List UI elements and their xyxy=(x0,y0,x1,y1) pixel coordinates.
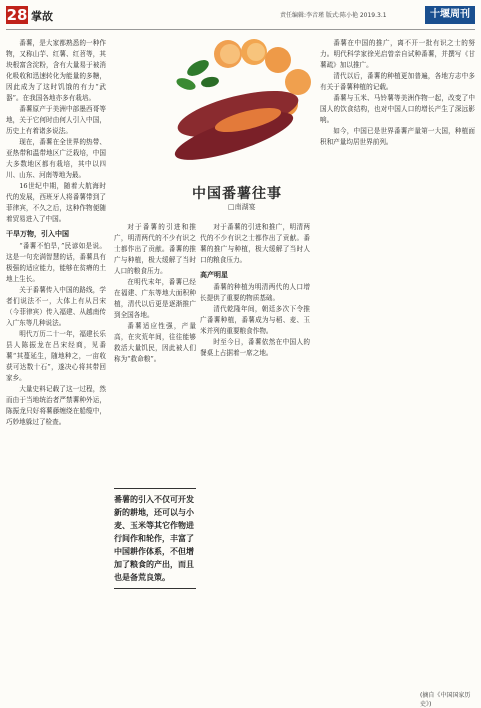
article-title: 中国番薯往事 xyxy=(192,186,282,202)
paragraph: 如今，中国已是世界番薯产量第一大国，种植面积和产量均居世界前列。 xyxy=(320,127,475,146)
paragraph: 番薯，是大家都熟悉的一种作物，又称山芋、红薯、红苕等，其块根富含淀粉，含有大量易于被消化吸收和迅速转化为能量的多糖，因此成为了这时饥饿的有力“武器”。在我国各地亦多有栽培。 xyxy=(6,39,106,102)
section-name: 掌故 xyxy=(31,10,53,23)
paragraph: 对于番薯的引进和推广，明清两代的不少有识之士都作出了贡献。番薯的推广与种植，极大缓解了当时人口的粮食压力。 xyxy=(200,223,310,264)
column-1 xyxy=(6,38,106,688)
paragraph: 清代以后，番薯的种植更加普遍，各地方志中多有关于番薯种植的记载。 xyxy=(320,72,475,91)
page-number: 28 xyxy=(6,6,28,24)
paragraph: 明代万历二十一年，福建长乐县人陈振龙在吕宋经商，见番薯“其蔓延生，随地种之，一亩收获可达数十石”，遂决心将其带回家乡。 xyxy=(6,330,106,382)
article-author: □南湖宴 xyxy=(228,203,256,211)
sweet-potato-photo xyxy=(158,38,316,172)
editor-credits: 责任编辑:李音瑾 版式:陈小艳 2019.3.1 xyxy=(280,12,387,19)
paragraph: 清代乾隆年间，朝廷多次下令推广番薯种植，番薯成为与稻、麦、玉米并列的重要粮食作物。 xyxy=(200,305,310,335)
paragraph: 番薯与玉米、马铃薯等美洲作物一起，改变了中国人的饮食结构，也对中国人口的增长产生了深远影响。 xyxy=(320,94,475,124)
column-4 xyxy=(320,38,475,683)
column-2 xyxy=(114,222,196,482)
column-3 xyxy=(200,222,310,688)
paragraph: “番薯不怕旱，”民谚如是说。这是一句充满智慧的话，番薯具有极强的适应能力，能够在贫瘠的土地上生长。 xyxy=(6,242,106,283)
source-credit: (摘自《中国国家历史》) xyxy=(420,692,471,708)
paragraph: 番薯在中国的推广，离不开一批有识之士的努力。明代科学家徐光启曾亲自试种番薯，并撰写《甘薯疏》加以推广。 xyxy=(320,39,475,69)
paragraph: 番薯原产于美洲中部墨西哥等地，关于它何时由何人引入中国，历史上有着诸多说法。 xyxy=(6,105,106,135)
paragraph: 16世纪中期，随着大航海时代的发展，西班牙人将番薯带到了菲律宾，不久之后，这种作物便随着贸易进入了中国。 xyxy=(6,182,106,223)
publication-brand: 十堰周刊 xyxy=(425,6,475,24)
paragraph: 番薯适应性强，产量高，在灾荒年间，往往能够救活大量饥民，因此被人们称为“救命粮”。 xyxy=(114,322,196,363)
paragraph: 关于番薯传入中国的路线，学者们说法不一，大体上有从吕宋（今菲律宾）传入福建、从越南传入广东等几种说法。 xyxy=(6,286,106,327)
paragraph: 现在，番薯在全世界的热带、亚热带和温带地区广泛栽培，中国大多数地区都有栽培，其中以四川、山东、河南等地为最。 xyxy=(6,138,106,179)
paragraph: 在明代末年，番薯已经在福建、广东等地大面积种植，清代以后更是逐渐推广到全国各地。 xyxy=(114,278,196,319)
header-rule xyxy=(6,29,475,30)
paragraph: 对于番薯的引进和推广，明清两代的不少有识之士都作出了贡献。番薯的推广与种植，极大缓解了当时人口的粮食压力。 xyxy=(114,223,196,275)
pull-quote: 番薯的引入不仅可开发新的耕地，还可以与小麦、玉米等其它作物进行间作和轮作，丰富了中国耕作体系，不但增加了粮食的产出，而且也是备荒良策。 xyxy=(114,488,196,589)
paragraph: 大量史料记载了这一过程，然而由于当地统治者严禁薯种外运，陈振龙只好将薯藤缠绕在船缆中，巧妙地躲过了检查。 xyxy=(6,385,106,426)
page-header xyxy=(0,0,481,30)
paragraph: 时至今日，番薯依然在中国人的餐桌上占据着一席之地。 xyxy=(200,338,310,357)
section-heading: 干旱万物，引入中国 xyxy=(6,230,69,238)
paragraph: 番薯的种植为明清两代的人口增长提供了重要的物质基础。 xyxy=(200,283,310,302)
section-heading: 高产明星 xyxy=(200,271,228,279)
